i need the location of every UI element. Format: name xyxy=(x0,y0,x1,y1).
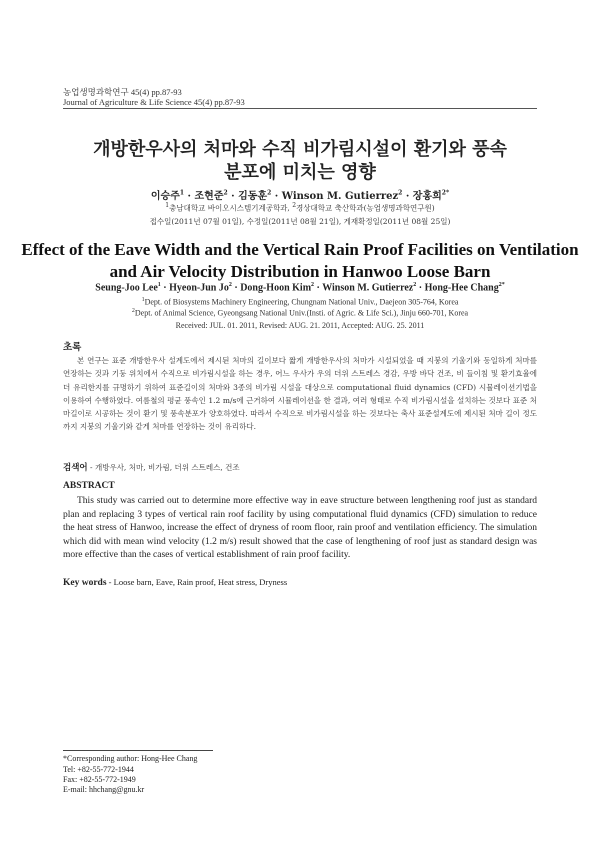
korean-title-line-1: 개방한우사의 처마와 수직 비가림시설이 환기와 풍속 xyxy=(93,139,507,160)
english-authors xyxy=(20,282,580,293)
author-name: 김동훈 xyxy=(238,191,268,202)
author-separator: · xyxy=(418,282,423,294)
keywords-label: Key words xyxy=(63,578,107,588)
author-separator: · xyxy=(187,191,192,202)
english-abstract-heading: ABSTRACT xyxy=(63,481,115,491)
keywords-text: 개방우사, 처마, 비가림, 더위 스트레스, 건조 xyxy=(94,463,240,472)
author-affil-mark: 1 xyxy=(157,282,161,288)
footnote-fax: Fax: +82-55-772-1949 xyxy=(63,775,136,784)
footnote-email: E-mail: hhchang@gnu.kr xyxy=(63,785,145,794)
author-affil-mark: 2* xyxy=(441,189,450,197)
author-affil-mark: 2 xyxy=(398,189,403,197)
english-dates: Received: JUL. 01. 2011, Revised: AUG. 21. 2011, Accepted: AUG. 25. 2011 xyxy=(175,321,425,330)
english-title-line-1: Effect of the Eave Width and the Vertical Rain Proof Facilities on Ventilation xyxy=(21,240,579,259)
english-title-line-2: and Air Velocity Distribution in Hanwoo Loose Barn xyxy=(109,262,491,281)
english-affiliation-2 xyxy=(20,308,580,318)
header-rule xyxy=(63,108,537,109)
affil-text: 경상대학교 축산학과(농업생명과학연구원) xyxy=(296,203,435,213)
author-name: Hong-Hee Chang xyxy=(424,282,499,294)
affil-text: Dept. of Animal Science, Gyeongsang National Univ.(Insti. of Agric. & Life Sci.), Jinju 660-701, Korea xyxy=(134,308,469,318)
footnote-tel: Tel: +82-55-772-1944 xyxy=(63,765,134,774)
footnote-corresponding: *Corresponding author: Hong-Hee Chang xyxy=(63,754,198,763)
author-separator: · xyxy=(234,282,238,294)
author-affil-mark: 2 xyxy=(228,282,232,288)
author-name: Winson M. Gutierrez xyxy=(281,191,399,202)
author-separator: · xyxy=(231,191,235,202)
author-affil-mark: 1 xyxy=(179,189,185,197)
author-affil-mark: 2 xyxy=(311,282,315,288)
keywords-dash: - xyxy=(87,463,95,472)
english-keywords xyxy=(63,577,537,588)
journal-name-english: Journal of Agriculture & Life Science 45(4) pp.87-93 xyxy=(63,97,245,107)
author-separator: · xyxy=(405,191,410,202)
author-separator: · xyxy=(274,191,279,202)
affil-text: Dept. of Biosystems Machinery Engineering, Chungnam National Univ., Daejeon 305-764, Korea xyxy=(144,297,459,307)
english-affiliation-1 xyxy=(20,297,580,307)
author-affil-mark: 2 xyxy=(223,189,228,197)
korean-abstract-heading: 초록 xyxy=(63,342,82,353)
korean-abstract-body: 본 연구는 표준 개방한우사 설계도에서 제시된 처마의 길이보다 짧게 개방한우사의 처마가 시설되었을 때 지붕의 기울기와 동일하게 처마를 연장하는 것과 기둥 위치에서 수직으로 비가림시설을 하는 경우, 어느 우사가 우의 더위 스트레스 경감, 우방 바닥 건조, 비 들이침 및 환기효율에 더 유리한지를 규명하기 위하여 표준길이의 처마와 3종의 비가림 시설을 대상으로 computational fluid dynamics (CFD) 시뮬레이션기법을 이용하여 수행하였다. 여름철의 평균 풍속인 1.2 m/s에 근거하여 시뮬레이션을 한 결과, 여러 형태로 수직 비가림시설을 설치하는 것보다 표준 처마길이로 시공하는 것이 환기 및 풍속분포가 양호하였다. 따라서 수직으로 비가림시설을 하는 것보다는 축사 표준설계도에 제시된 처마 길이 정도까지 지붕의 기울기와 같게 처마를 연장하는 것이 유리하다. xyxy=(63,356,537,432)
korean-authors xyxy=(20,187,580,202)
author-separator: · xyxy=(316,282,320,294)
author-name: 장홍희 xyxy=(412,191,442,202)
affil-mark: 2 xyxy=(292,202,297,209)
affil-mark: 1 xyxy=(165,202,170,209)
footnote-rule xyxy=(63,750,213,751)
journal-name-korean: 농업생명과학연구 45(4) pp.87-93 xyxy=(63,87,182,97)
author-name: Dong-Hoon Kim xyxy=(240,282,312,294)
keywords-dash: - xyxy=(106,577,114,587)
author-affil-mark: 2 xyxy=(267,189,272,197)
author-name: 이승주 xyxy=(150,191,180,202)
korean-affiliations xyxy=(20,202,580,214)
keywords-text: Loose barn, Eave, Rain proof, Heat stress, Dryness xyxy=(113,577,288,587)
korean-keywords xyxy=(63,461,537,473)
author-separator: · xyxy=(163,282,167,294)
korean-title-line-2: 분포에 미치는 영향 xyxy=(224,162,376,183)
english-abstract-body: This study was carried out to determine more effective way in eave structure between lengthening roof just as standard plan and replacing 3 types of vertical rain roof facility by using computational fluid dynamics (CFD) simulation to reduce the heat stress of Hanwoo, increase the effect of dryness of room floor, rain proof and ventilation efficiency. The simulation which did with mean wind velocity (1.2 m/s) result showed that the case of lengthening of roof just as standard design was more effective than the cases of vertical establishment of rain proof facility. xyxy=(63,496,537,561)
author-affil-mark: 2 xyxy=(413,282,417,288)
keywords-label: 검색어 xyxy=(63,463,88,473)
author-name: Seung-Joo Lee xyxy=(95,282,158,294)
affil-text: 충남대학교 바이오시스템기계공학과, xyxy=(169,203,290,213)
korean-dates: 접수일(2011년 07월 01일), 수정일(2011년 08월 21일), 게재확정일(2011년 08월 25일) xyxy=(149,217,451,226)
author-affil-mark: 2* xyxy=(498,282,505,288)
affil-mark: 1 xyxy=(141,297,145,303)
author-name: Winson M. Gutierrez xyxy=(322,282,414,294)
author-name: Hyeon-Jun Jo xyxy=(169,282,229,294)
affil-mark: 2 xyxy=(131,308,135,314)
author-name: 조현준 xyxy=(194,191,224,202)
